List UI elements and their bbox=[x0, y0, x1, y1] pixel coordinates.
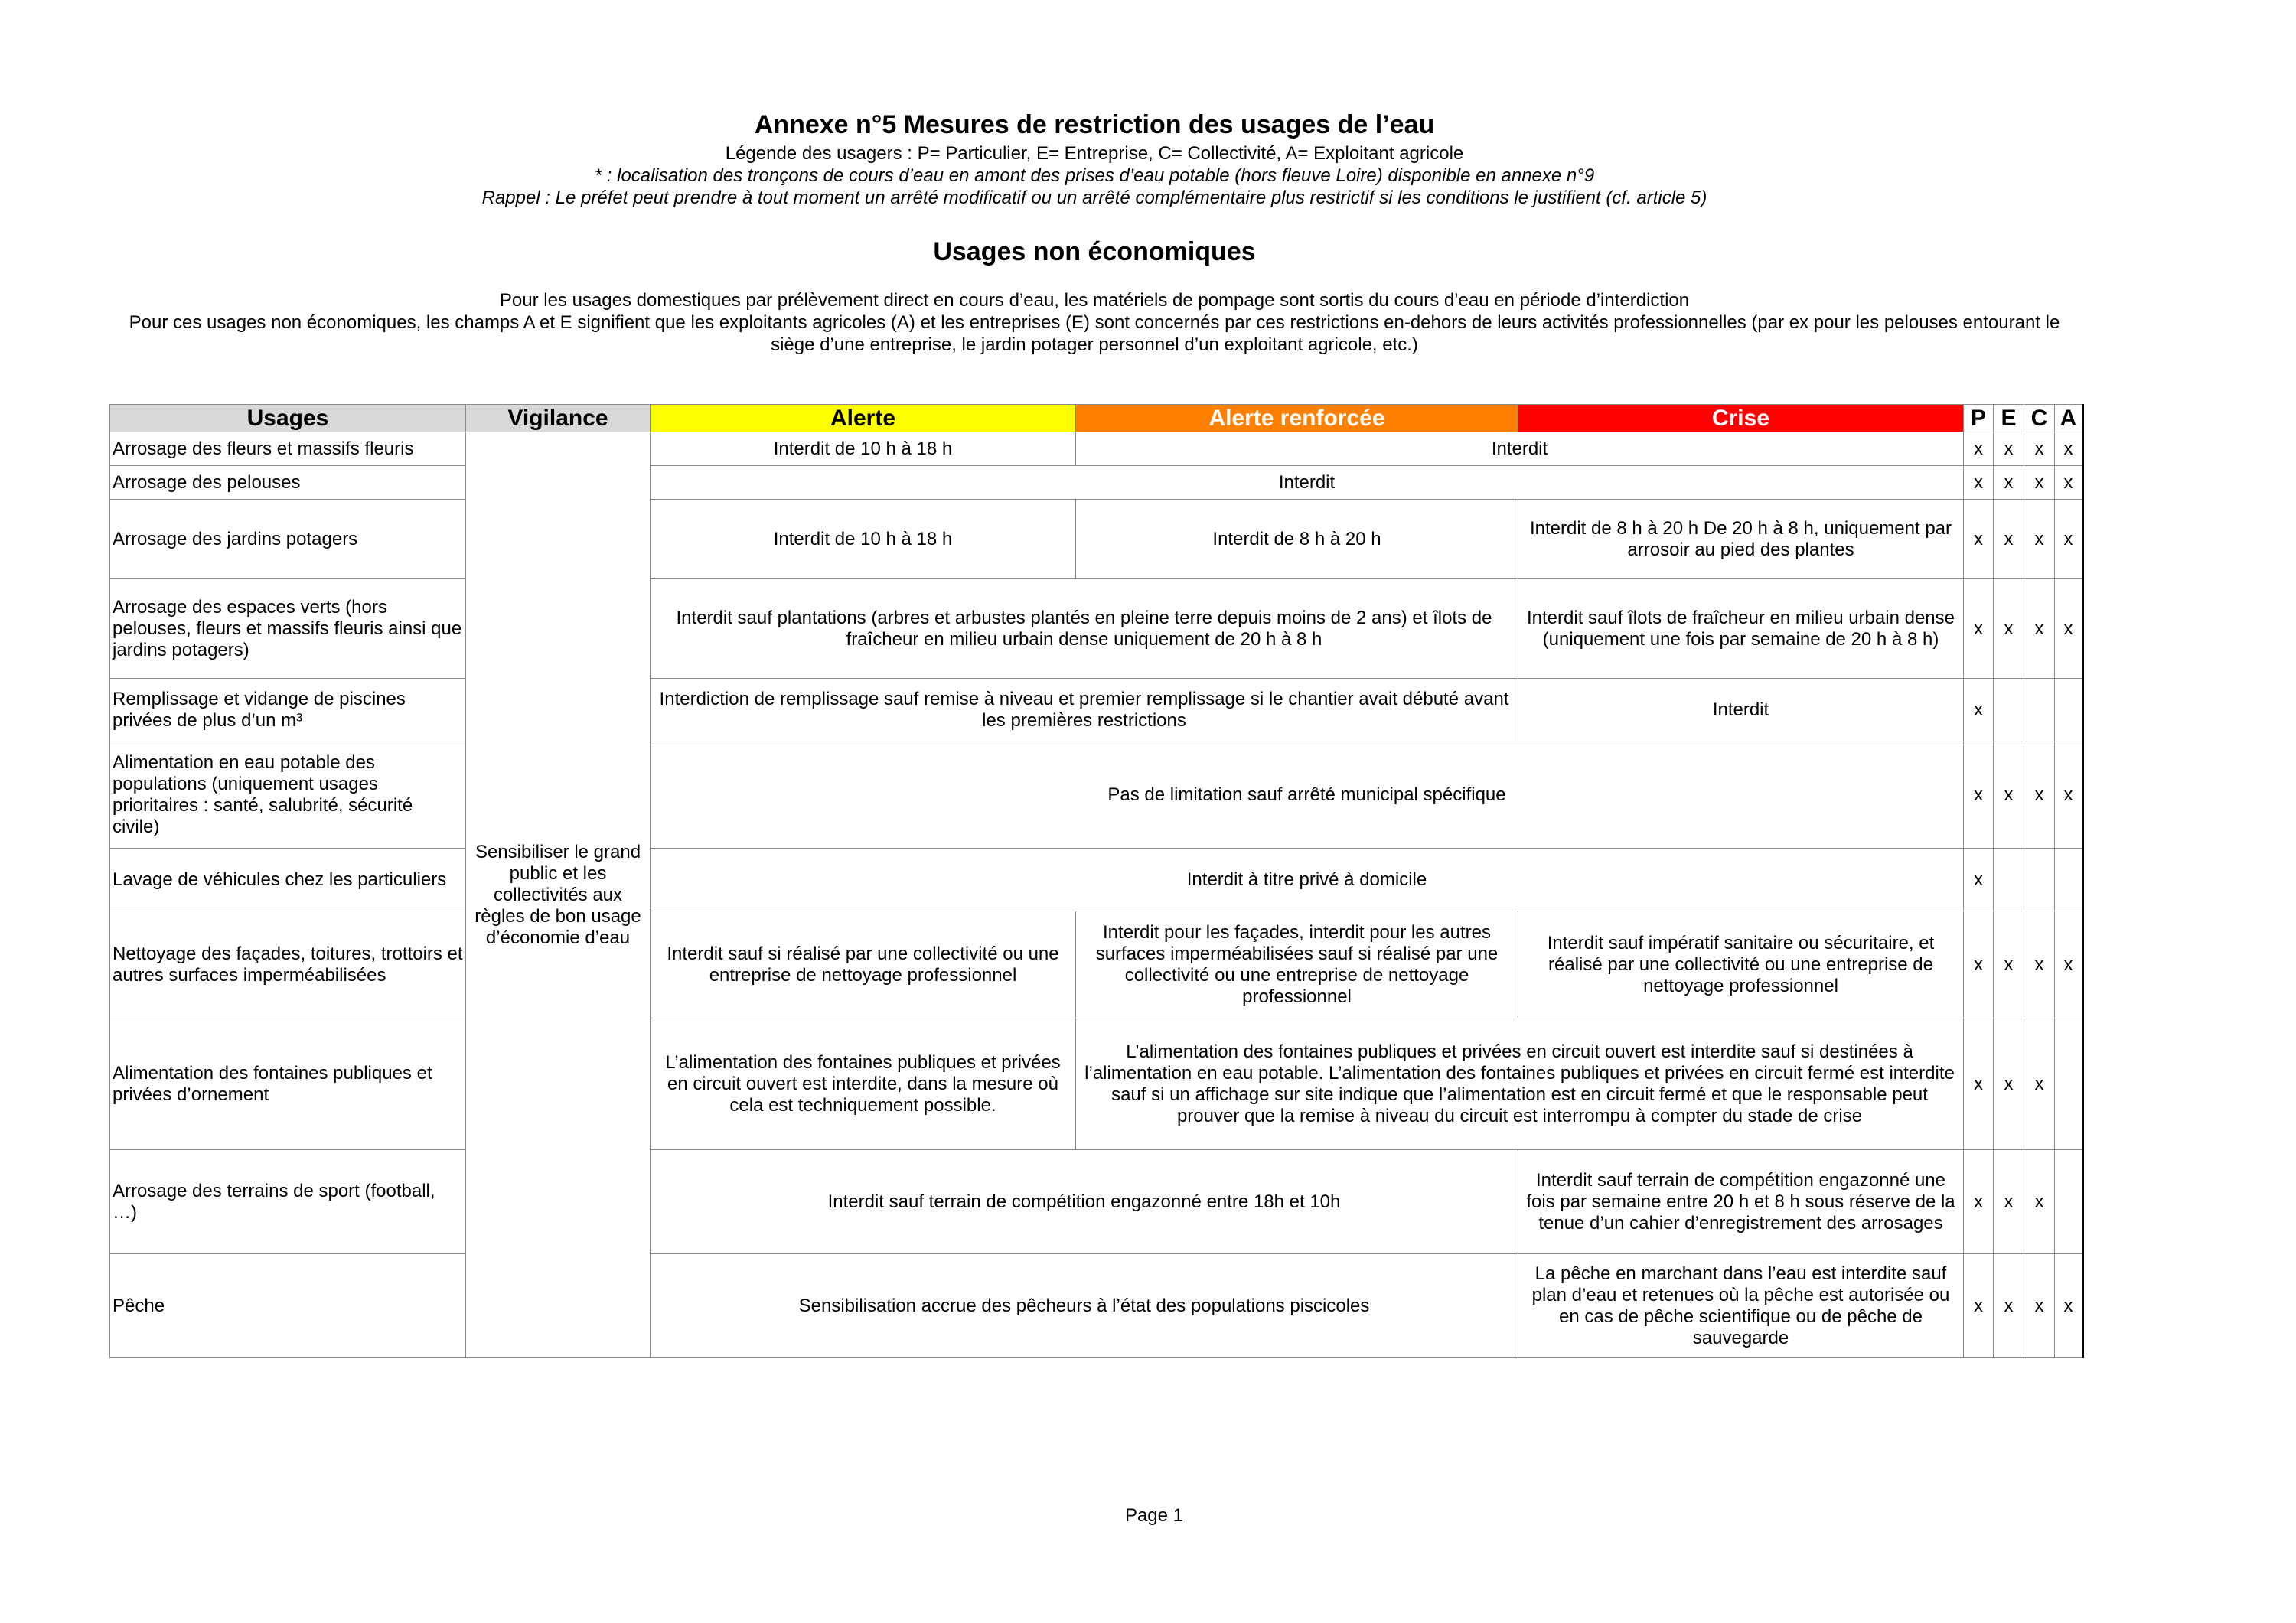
crise-cell: Interdit sauf terrain de compétition engazonné une fois par semaine entre 20 h et 8 h sous réserve de la tenue d’un cahier d’enregistrement des arrosages bbox=[1518, 1150, 1964, 1254]
e-cell: x bbox=[1994, 1018, 2024, 1150]
e-cell: x bbox=[1994, 911, 2024, 1018]
table-header-row bbox=[110, 405, 2083, 432]
e-cell bbox=[1994, 849, 2024, 911]
p-cell: x bbox=[1964, 1018, 1994, 1150]
p-cell: x bbox=[1964, 849, 1994, 911]
c-cell: x bbox=[2024, 1018, 2055, 1150]
header-usages: Usages bbox=[110, 405, 466, 432]
crise-cell: La pêche en marchant dans l’eau est interdite sauf plan d’eau et retenues où la pêche est autorisée ou en cas de pêche scientifique ou de pêche de sauvegarde bbox=[1518, 1254, 1964, 1358]
table-row bbox=[110, 911, 2083, 1018]
a-cell bbox=[2055, 849, 2083, 911]
alerte-cell: Interdit sauf si réalisé par une collectivité ou une entreprise de nettoyage professionnel bbox=[651, 911, 1076, 1018]
alerte-renforcee-cell: Interdit de 8 h à 20 h bbox=[1076, 500, 1518, 579]
all-levels-cell: Pas de limitation sauf arrêté municipal spécifique bbox=[651, 741, 1964, 849]
users-legend: Légende des usagers : P= Particulier, E= Entreprise, C= Collectivité, A= Exploitant agricole bbox=[725, 143, 1464, 164]
a-cell: x bbox=[2055, 911, 2083, 1018]
usage-cell: Alimentation des fontaines publiques et privées d’ornement bbox=[110, 1018, 466, 1150]
e-cell: x bbox=[1994, 1150, 2024, 1254]
table-row bbox=[110, 1150, 2083, 1254]
table-row bbox=[110, 849, 2083, 911]
alerte-cell: Interdit de 10 h à 18 h bbox=[651, 500, 1076, 579]
page-number: Page 1 bbox=[1124, 1505, 1184, 1526]
a-cell: x bbox=[2055, 579, 2083, 679]
c-cell bbox=[2024, 679, 2055, 741]
section-title: Usages non économiques bbox=[933, 237, 1256, 266]
vigilance-cell: Sensibiliser le grand public et les collectivités aux règles de bon usage d’économie d’eau bbox=[466, 432, 651, 1358]
e-cell bbox=[1994, 679, 2024, 741]
header-e: E bbox=[1994, 405, 2024, 432]
alerte-alerte-renforcee-cell: Interdit sauf terrain de compétition engazonné entre 18h et 10h bbox=[651, 1150, 1518, 1254]
p-cell: x bbox=[1964, 741, 1994, 849]
c-cell: x bbox=[2024, 466, 2055, 500]
header-a: A bbox=[2055, 405, 2083, 432]
table-row bbox=[110, 500, 2083, 579]
a-cell: x bbox=[2055, 466, 2083, 500]
intro-line-2: Pour ces usages non économiques, les champs A et E signifient que les exploitants agricoles (A) et les entreprises (E) sont concernés par ces restrictions en-dehors de leurs activités professionnelles (par ex pour les pelouses entourant le siège d’une entreprise, le jardin potager personnel d’un exploitant agricole, etc.) bbox=[129, 312, 2060, 355]
document-title: Annexe n°5 Mesures de restriction des usages de l’eau bbox=[754, 110, 1435, 139]
crise-cell: Interdit sauf impératif sanitaire ou sécuritaire, et réalisé par une collectivité ou une entreprise de nettoyage professionnel bbox=[1518, 911, 1964, 1018]
p-cell: x bbox=[1964, 1254, 1994, 1358]
location-note: * : localisation des tronçons de cours d’eau en amont des prises d’eau potable (hors fleuve Loire) disponible en annexe n°9 bbox=[594, 165, 1595, 186]
p-cell: x bbox=[1964, 679, 1994, 741]
usage-cell: Alimentation en eau potable des populations (uniquement usages prioritaires : santé, salubrité, sécurité civile) bbox=[110, 741, 466, 849]
usage-cell: Arrosage des terrains de sport (football, …) bbox=[110, 1150, 466, 1254]
intro-line-1: Pour les usages domestiques par prélèvement direct en cours d’eau, les matériels de pompage sont sortis du cours d’eau en période d’interdiction bbox=[499, 290, 1690, 311]
header-c: C bbox=[2024, 405, 2055, 432]
p-cell: x bbox=[1964, 432, 1994, 466]
alerte-cell: L’alimentation des fontaines publiques et privées en circuit ouvert est interdite, dans la mesure où cela est techniquement possible. bbox=[651, 1018, 1076, 1150]
p-cell: x bbox=[1964, 466, 1994, 500]
usage-cell: Pêche bbox=[110, 1254, 466, 1358]
e-cell: x bbox=[1994, 466, 2024, 500]
header-alerte: Alerte bbox=[651, 405, 1076, 432]
table-row bbox=[110, 679, 2083, 741]
p-cell: x bbox=[1964, 911, 1994, 1018]
usage-cell: Arrosage des fleurs et massifs fleuris bbox=[110, 432, 466, 466]
a-cell: x bbox=[2055, 432, 2083, 466]
e-cell: x bbox=[1994, 579, 2024, 679]
header-p: P bbox=[1964, 405, 1994, 432]
alerte-alerte-renforcee-cell: Sensibilisation accrue des pêcheurs à l’état des populations piscicoles bbox=[651, 1254, 1518, 1358]
e-cell: x bbox=[1994, 432, 2024, 466]
usage-cell: Remplissage et vidange de piscines privées de plus d’un m³ bbox=[110, 679, 466, 741]
a-cell: x bbox=[2055, 741, 2083, 849]
intro-text bbox=[115, 289, 2074, 356]
header-crise: Crise bbox=[1518, 405, 1964, 432]
header-alerte-renforcee: Alerte renforcée bbox=[1076, 405, 1518, 432]
document-header bbox=[0, 107, 2189, 209]
usage-cell: Nettoyage des façades, toitures, trottoirs et autres surfaces imperméabilisées bbox=[110, 911, 466, 1018]
crise-cell: Interdit de 8 h à 20 h De 20 h à 8 h, uniquement par arrosoir au pied des plantes bbox=[1518, 500, 1964, 579]
p-cell: x bbox=[1964, 579, 1994, 679]
header-vigilance: Vigilance bbox=[466, 405, 651, 432]
usage-cell: Arrosage des jardins potagers bbox=[110, 500, 466, 579]
e-cell: x bbox=[1994, 741, 2024, 849]
e-cell: x bbox=[1994, 1254, 2024, 1358]
alerte-alerte-renforcee-cell: Interdit sauf plantations (arbres et arbustes plantés en pleine terre depuis moins de 2 ans) et îlots de fraîcheur en milieu urbain dense uniquement de 20 h à 8 h bbox=[651, 579, 1518, 679]
c-cell: x bbox=[2024, 741, 2055, 849]
p-cell: x bbox=[1964, 1150, 1994, 1254]
table-row bbox=[110, 466, 2083, 500]
p-cell: x bbox=[1964, 500, 1994, 579]
a-cell bbox=[2055, 1018, 2083, 1150]
c-cell bbox=[2024, 849, 2055, 911]
c-cell: x bbox=[2024, 911, 2055, 1018]
c-cell: x bbox=[2024, 579, 2055, 679]
crise-cell: Interdit sauf îlots de fraîcheur en milieu urbain dense (uniquement une fois par semaine de 20 h à 8 h) bbox=[1518, 579, 1964, 679]
c-cell: x bbox=[2024, 1150, 2055, 1254]
all-levels-cell: Interdit bbox=[651, 466, 1964, 500]
a-cell: x bbox=[2055, 500, 2083, 579]
usage-cell: Arrosage des pelouses bbox=[110, 466, 466, 500]
table-row bbox=[110, 432, 2083, 466]
a-cell: x bbox=[2055, 1254, 2083, 1358]
alerte-cell: Interdit de 10 h à 18 h bbox=[651, 432, 1076, 466]
table-row bbox=[110, 741, 2083, 849]
alerte-renforcee-crise-cell: Interdit bbox=[1076, 432, 1964, 466]
alerte-alerte-renforcee-cell: Interdiction de remplissage sauf remise à niveau et premier remplissage si le chantier avait débuté avant les premières restrictions bbox=[651, 679, 1518, 741]
e-cell: x bbox=[1994, 500, 2024, 579]
alerte-renforcee-crise-cell: L’alimentation des fontaines publiques et privées en circuit ouvert est interdite sauf si destinées à l’alimentation en eau potable. L’alimentation des fontaines publiques et privées en circuit fermé est interdite sauf si un affichage sur site indique que l’alimentation est en circuit fermé et que le responsable peut prouver que la remise à niveau du circuit est interrompu à compter du stade de crise bbox=[1076, 1018, 1964, 1150]
usage-cell: Arrosage des espaces verts (hors pelouses, fleurs et massifs fleuris ainsi que jardins potagers) bbox=[110, 579, 466, 679]
c-cell: x bbox=[2024, 1254, 2055, 1358]
restrictions-table bbox=[109, 404, 2084, 1358]
c-cell: x bbox=[2024, 432, 2055, 466]
reminder-note: Rappel : Le préfet peut prendre à tout moment un arrêté modificatif ou un arrêté complémentaire plus restrictif si les conditions le justifient (cf. article 5) bbox=[481, 187, 1707, 208]
table-row bbox=[110, 1254, 2083, 1358]
usage-cell: Lavage de véhicules chez les particuliers bbox=[110, 849, 466, 911]
table-row bbox=[110, 1018, 2083, 1150]
alerte-renforcee-cell: Interdit pour les façades, interdit pour les autres surfaces imperméabilisées sauf si réalisé par une collectivité ou une entreprise de nettoyage professionnel bbox=[1076, 911, 1518, 1018]
a-cell bbox=[2055, 1150, 2083, 1254]
all-levels-cell: Interdit à titre privé à domicile bbox=[651, 849, 1964, 911]
a-cell bbox=[2055, 679, 2083, 741]
table-row bbox=[110, 579, 2083, 679]
crise-cell: Interdit bbox=[1518, 679, 1964, 741]
c-cell: x bbox=[2024, 500, 2055, 579]
